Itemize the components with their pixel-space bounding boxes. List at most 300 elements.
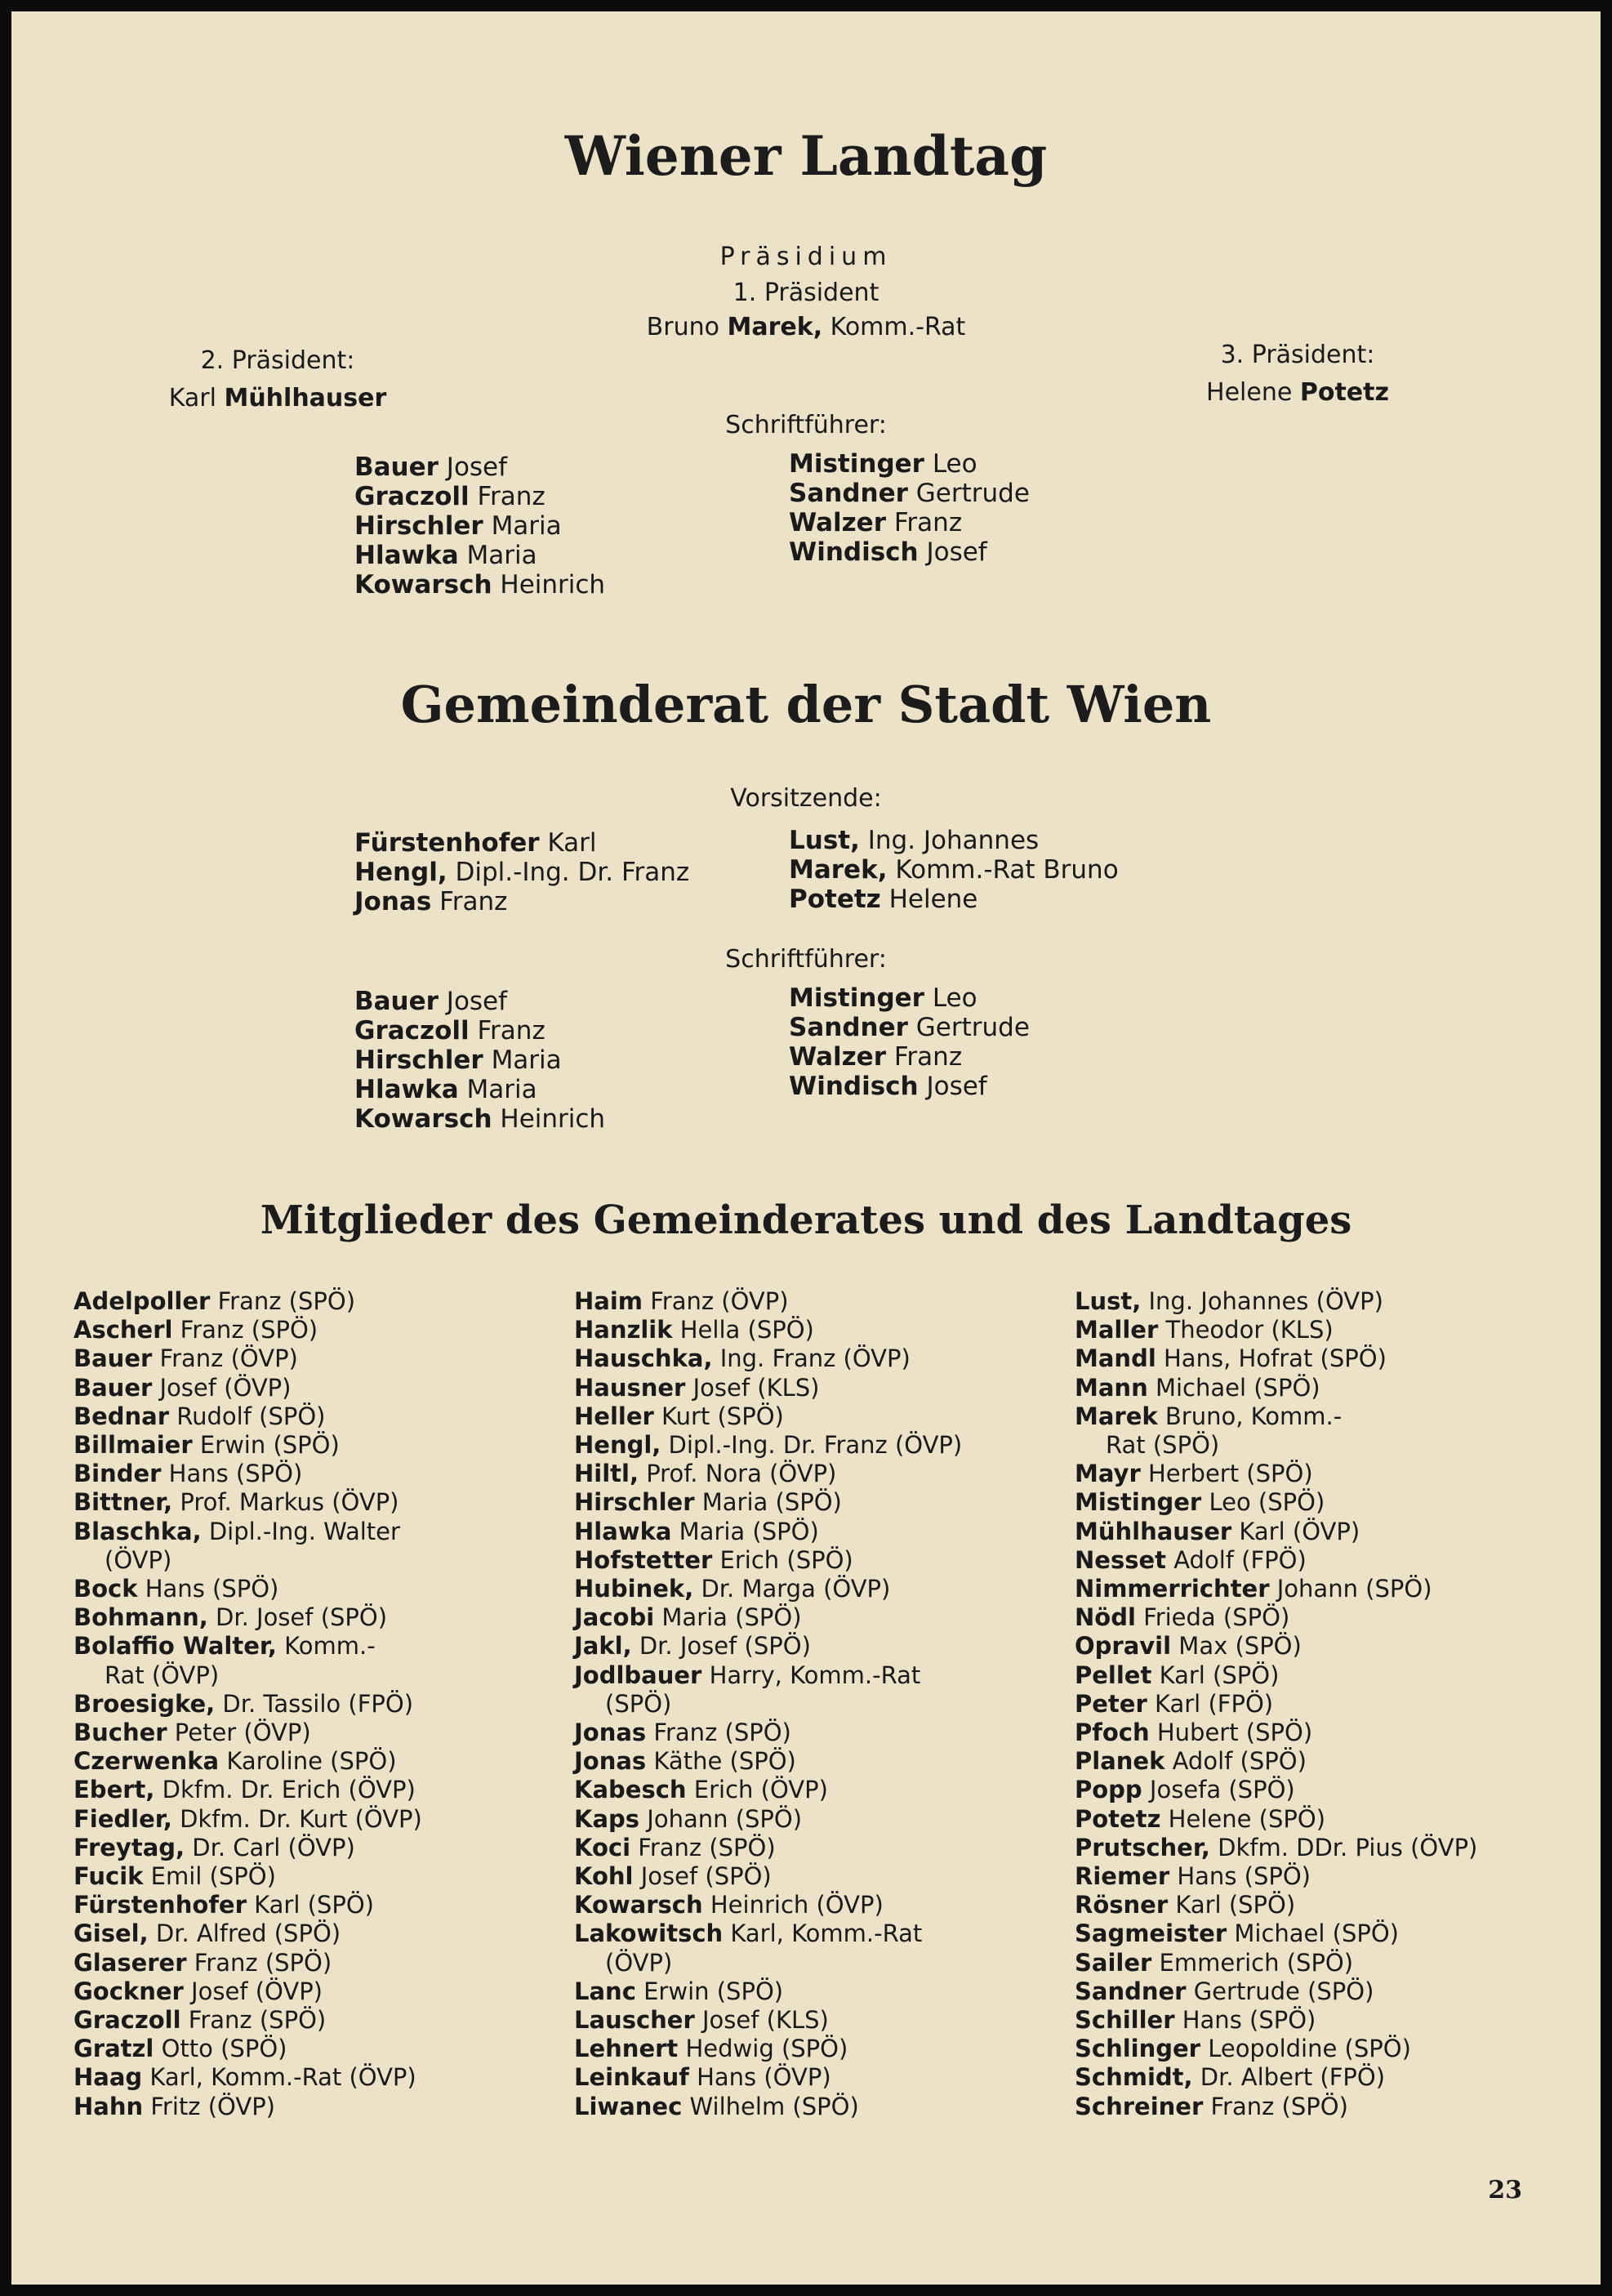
member-surname: Sandner: [1075, 1977, 1187, 2005]
member-surname: Riemer: [1075, 1862, 1170, 1891]
member-entry: [73, 2063, 422, 2092]
list-item: Mistinger Leo: [789, 983, 977, 1013]
member-entry: [73, 1719, 422, 1747]
list-item: Hengl, Dipl.-Ing. Dr. Franz: [354, 858, 690, 887]
member-surname: Maller: [1075, 1316, 1159, 1344]
member-details: Dr. Tassilo (FPÖ): [222, 1689, 414, 1718]
member-details: Hans (ÖVP): [697, 2063, 831, 2092]
member-entry: [574, 1805, 962, 1834]
member-details: Hans (SPÖ): [1177, 1862, 1311, 1891]
member-details: Franz (SPÖ): [217, 1287, 356, 1315]
member-details: Erich (ÖVP): [693, 1776, 828, 1804]
member-surname: Leinkauf: [574, 2063, 689, 2092]
member-surname: Bohmann,: [73, 1603, 208, 1632]
member-surname: Hanzlik: [574, 1316, 673, 1344]
member-surname: Ascherl: [73, 1316, 173, 1344]
member-entry: [1075, 1603, 1477, 1632]
member-details: Frieda (SPÖ): [1143, 1603, 1290, 1632]
list-item: Marek, Komm.-Rat Bruno: [789, 855, 1119, 885]
member-surname: Gisel,: [73, 1919, 149, 1948]
member-entry: [574, 1719, 962, 1747]
member-details: Prof. Markus (ÖVP): [180, 1488, 399, 1517]
member-surname: Broesigke,: [73, 1689, 216, 1718]
member-entry: [574, 1632, 962, 1661]
member-entry: [73, 1977, 422, 2006]
member-entry: [73, 1949, 422, 1977]
member-details: Prof. Nora (ÖVP): [646, 1460, 837, 1488]
member-entry: [574, 2006, 962, 2035]
member-surname: Peter: [1075, 1689, 1147, 1718]
member-details: Dr. Josef (SPÖ): [216, 1603, 388, 1632]
third-president-label: 3. Präsident:: [1220, 341, 1375, 369]
list-item: Bauer Josef: [354, 453, 508, 482]
member-details: Erwin (SPÖ): [643, 1977, 784, 2005]
member-surname: Nimmerrichter: [1075, 1575, 1270, 1603]
member-details: Ing. Johannes (ÖVP): [1148, 1287, 1383, 1315]
member-surname: Planek: [1075, 1747, 1165, 1776]
member-entry: [73, 1632, 422, 1689]
member-entry: [73, 1287, 422, 1316]
member-details: Heinrich (ÖVP): [710, 1891, 884, 1919]
member-entry: [1075, 1862, 1477, 1891]
landtag-schriftfuehrer-right: [789, 449, 1030, 567]
member-entry: [574, 1747, 962, 1776]
member-details: Hedwig (SPÖ): [685, 2035, 848, 2063]
vorsitzende-right: [789, 826, 1119, 914]
list-item: Hirschler Maria: [354, 511, 562, 541]
member-details: Josef (ÖVP): [191, 1977, 323, 2005]
member-details: Karl (FPÖ): [1154, 1689, 1274, 1718]
member-entry: [574, 1603, 962, 1632]
member-entry: [1075, 1776, 1477, 1804]
member-details: Harry, Komm.-Rat: [709, 1661, 921, 1689]
list-item: Windisch Josef: [789, 1072, 987, 1101]
member-entry: [1075, 1977, 1477, 2006]
member-surname: Haag: [73, 2063, 143, 2092]
landtag-schriftfuehrer-label: Schriftführer:: [725, 411, 887, 439]
member-surname: Jonas: [574, 1747, 647, 1776]
member-details: Erich (SPÖ): [719, 1545, 853, 1574]
member-details: Theodor (KLS): [1165, 1316, 1334, 1344]
member-details: Josef (ÖVP): [159, 1373, 292, 1402]
member-details: Dipl.-Ing. Dr. Franz (ÖVP): [668, 1431, 963, 1460]
member-entry: [1075, 2035, 1477, 2063]
page-number: 23: [1488, 2176, 1522, 2205]
member-surname: Jacobi: [574, 1603, 655, 1632]
member-surname: Schiller: [1075, 2006, 1175, 2035]
member-details: Maria (SPÖ): [679, 1517, 819, 1545]
member-surname: Prutscher,: [1075, 1833, 1210, 1861]
member-details: Josef (SPÖ): [640, 1862, 772, 1891]
praesidium-block: [602, 239, 1010, 345]
member-details: Helene (SPÖ): [1168, 1804, 1326, 1833]
member-entry: [73, 1891, 422, 1919]
member-surname: Lehnert: [574, 2035, 679, 2063]
gemeinderat-schriftfuehrer-left: [354, 987, 605, 1134]
list-item: Lust, Ing. Johannes: [789, 826, 1040, 855]
member-details: Dkfm. Dr. Erich (ÖVP): [162, 1776, 416, 1804]
member-entry: [73, 1919, 422, 1948]
member-details: Karl (SPÖ): [254, 1891, 374, 1919]
member-surname: Potetz: [1075, 1804, 1161, 1833]
member-surname: Lust,: [1075, 1287, 1142, 1315]
member-entry: [1075, 2093, 1477, 2121]
member-entry: [1075, 2006, 1477, 2035]
member-details: Leo (SPÖ): [1209, 1488, 1325, 1517]
member-entry: [1075, 1546, 1477, 1575]
member-details: Karoline (SPÖ): [226, 1747, 397, 1776]
first-president-label: 1. Präsident: [733, 279, 879, 307]
list-item: Kowarsch Heinrich: [354, 1104, 606, 1134]
member-details: Kurt (SPÖ): [661, 1402, 784, 1430]
vorsitzende-left: [354, 828, 689, 916]
member-surname: Hofstetter: [574, 1545, 713, 1574]
member-details: Herbert (SPÖ): [1147, 1460, 1313, 1488]
member-entry: [73, 1776, 422, 1804]
member-entry: [1075, 1891, 1477, 1919]
member-surname: Bolaffio Walter,: [73, 1632, 277, 1661]
member-entry: [1075, 1460, 1477, 1488]
member-details: Emil (SPÖ): [150, 1862, 276, 1891]
member-surname: Adelpoller: [73, 1287, 211, 1315]
member-entry: [574, 1287, 962, 1316]
member-details-continued: Rat (SPÖ): [1106, 1431, 1220, 1460]
member-entry: [574, 1344, 962, 1373]
member-details: Adolf (FPÖ): [1173, 1545, 1307, 1574]
mitglieder-title: Mitglieder des Gemeinderates und des Landtages: [260, 1197, 1352, 1243]
member-surname: Mayr: [1075, 1460, 1141, 1488]
member-details: Leopoldine (SPÖ): [1208, 2035, 1411, 2063]
member-entry: [574, 1977, 962, 2006]
member-surname: Hausner: [574, 1373, 686, 1402]
member-details: Otto (SPÖ): [161, 2035, 287, 2063]
member-details: Franz (SPÖ): [653, 1719, 791, 1747]
member-details: Franz (SPÖ): [194, 1948, 332, 1977]
list-item: Graczoll Franz: [354, 1016, 545, 1045]
members-column-1: [73, 1287, 422, 2121]
members-column-2: [574, 1287, 962, 2121]
member-entry: [1075, 1719, 1477, 1747]
member-entry: [574, 1460, 962, 1488]
member-details: Erwin (SPÖ): [199, 1431, 340, 1460]
member-surname: Billmaier: [73, 1431, 193, 1460]
member-surname: Nesset: [1075, 1545, 1166, 1574]
member-entry: [574, 1518, 962, 1546]
member-entry: [73, 1488, 422, 1517]
member-entry: [73, 1402, 422, 1431]
list-item: Hirschler Maria: [354, 1045, 562, 1075]
list-item: Hlawka Maria: [354, 1075, 537, 1104]
member-entry: [73, 1690, 422, 1719]
member-details-continued: (ÖVP): [105, 1545, 172, 1574]
member-details: Wilhelm (SPÖ): [689, 2092, 859, 2120]
member-surname: Schmidt,: [1075, 2063, 1193, 2092]
member-surname: Gockner: [73, 1977, 184, 2005]
member-entry: [1075, 1834, 1477, 1862]
member-surname: Kohl: [574, 1862, 634, 1891]
member-entry: [73, 1862, 422, 1891]
member-surname: Marek: [1075, 1402, 1158, 1430]
vorsitzende-label: Vorsitzende:: [730, 784, 882, 813]
member-surname: Hlawka: [574, 1517, 672, 1545]
list-item: Windisch Josef: [789, 537, 987, 567]
member-surname: Fucik: [73, 1862, 144, 1891]
member-entry: [1075, 1747, 1477, 1776]
member-details: Emmerich (SPÖ): [1159, 1948, 1354, 1977]
member-entry: [73, 2006, 422, 2035]
member-details: Peter (ÖVP): [174, 1719, 311, 1747]
member-details: Gertrude (SPÖ): [1193, 1977, 1374, 2005]
member-surname: Bittner,: [73, 1488, 173, 1517]
praesidium-heading: Präsidium: [719, 243, 893, 271]
member-entry: [73, 2035, 422, 2063]
member-surname: Hirschler: [574, 1488, 695, 1517]
member-details: Karl (ÖVP): [1239, 1517, 1360, 1545]
member-surname: Bock: [73, 1575, 138, 1603]
member-entry: [574, 1316, 962, 1344]
member-entry: [1075, 1344, 1477, 1373]
member-surname: Lauscher: [574, 2006, 695, 2035]
member-surname: Czerwenka: [73, 1747, 220, 1776]
member-details: Adolf (SPÖ): [1172, 1747, 1307, 1776]
member-surname: Opravil: [1075, 1632, 1172, 1661]
member-surname: Sailer: [1075, 1948, 1152, 1977]
member-surname: Freytag,: [73, 1833, 185, 1861]
member-details: Josef (KLS): [692, 1373, 820, 1402]
member-surname: Ebert,: [73, 1776, 155, 1804]
member-surname: Kowarsch: [574, 1891, 703, 1919]
member-surname: Blaschka,: [73, 1517, 202, 1545]
member-surname: Heller: [574, 1402, 654, 1430]
member-entry: [73, 1316, 422, 1344]
member-details: Fritz (ÖVP): [150, 2092, 275, 2120]
member-entry: [1075, 1805, 1477, 1834]
member-entry: [73, 1460, 422, 1488]
member-entry: [1075, 1919, 1477, 1948]
gemeinderat-title: Gemeinderat der Stadt Wien: [400, 675, 1212, 734]
member-details: Dr. Josef (SPÖ): [639, 1632, 811, 1661]
member-details: Michael (SPÖ): [1155, 1373, 1320, 1402]
member-surname: Kabesch: [574, 1776, 687, 1804]
member-surname: Hengl,: [574, 1431, 661, 1460]
member-details: Dr. Albert (FPÖ): [1200, 2063, 1386, 2092]
list-item: Walzer Franz: [789, 1042, 963, 1072]
member-details: Maria (SPÖ): [701, 1488, 842, 1517]
member-entry: [73, 1344, 422, 1373]
member-entry: [574, 1402, 962, 1431]
member-entry: [73, 1834, 422, 1862]
list-item: Graczoll Franz: [354, 482, 545, 511]
member-surname: Schlinger: [1075, 2035, 1200, 2063]
member-details: Dr. Carl (ÖVP): [192, 1833, 355, 1861]
member-entry: [73, 1431, 422, 1460]
member-surname: Koci: [574, 1833, 631, 1861]
member-surname: Binder: [73, 1460, 162, 1488]
list-item: Jonas Franz: [354, 887, 508, 916]
member-surname: Mandl: [1075, 1344, 1156, 1373]
member-entry: [574, 2063, 962, 2092]
member-details: Hubert (SPÖ): [1156, 1719, 1313, 1747]
member-entry: [574, 1488, 962, 1517]
member-details: Franz (SPÖ): [188, 2006, 327, 2035]
list-item: Potetz Helene: [789, 885, 978, 914]
second-president-name: Karl Mühlhauser: [168, 384, 387, 412]
member-details: Max (SPÖ): [1178, 1632, 1302, 1661]
member-surname: Hahn: [73, 2092, 144, 2120]
list-item: Sandner Gertrude: [789, 1013, 1030, 1042]
member-surname: Mühlhauser: [1075, 1517, 1232, 1545]
member-entry: [73, 1518, 422, 1575]
member-surname: Jonas: [574, 1719, 647, 1747]
member-details: Franz (ÖVP): [650, 1287, 789, 1315]
member-details: Ing. Franz (ÖVP): [719, 1344, 911, 1373]
list-item: Bauer Josef: [354, 987, 508, 1016]
member-surname: Bednar: [73, 1402, 170, 1430]
member-entry: [574, 1834, 962, 1862]
member-surname: Fiedler,: [73, 1804, 172, 1833]
first-president-name: Bruno Marek, Komm.-Rat: [646, 313, 966, 341]
member-entry: [1075, 1287, 1477, 1316]
member-details: Josefa (SPÖ): [1149, 1776, 1295, 1804]
member-details: Hella (SPÖ): [679, 1316, 814, 1344]
member-details: Maria (SPÖ): [661, 1603, 802, 1632]
member-details-continued: (ÖVP): [605, 1948, 673, 1977]
member-entry: [1075, 1690, 1477, 1719]
member-entry: [73, 2093, 422, 2121]
member-surname: Gratzl: [73, 2035, 154, 2063]
list-item: Walzer Franz: [789, 508, 963, 537]
member-details: Karl (SPÖ): [1175, 1891, 1296, 1919]
member-entry: [1075, 2063, 1477, 2092]
third-president-name: Helene Potetz: [1206, 378, 1389, 407]
member-surname: Lakowitsch: [574, 1919, 724, 1948]
member-entry: [73, 1747, 422, 1776]
member-details: Franz (SPÖ): [638, 1833, 776, 1861]
member-entry: [73, 1603, 422, 1632]
member-surname: Sagmeister: [1075, 1919, 1227, 1948]
member-details-continued: Rat (ÖVP): [105, 1661, 220, 1689]
member-entry: [574, 1919, 962, 1977]
member-details: Johann (SPÖ): [1276, 1575, 1432, 1603]
member-surname: Kaps: [574, 1804, 640, 1833]
member-surname: Schreiner: [1075, 2092, 1204, 2120]
document-page: [11, 11, 1601, 2285]
member-details: Hans, Hofrat (SPÖ): [1164, 1344, 1387, 1373]
member-details: Dkfm. DDr. Pius (ÖVP): [1218, 1833, 1478, 1861]
gemeinderat-schriftfuehrer-right: [789, 983, 1030, 1101]
member-surname: Popp: [1075, 1776, 1142, 1804]
member-surname: Glaserer: [73, 1948, 187, 1977]
member-entry: [1075, 1949, 1477, 1977]
third-president-block: [1175, 337, 1420, 412]
member-details: Hans (SPÖ): [168, 1460, 303, 1488]
member-entry: [574, 1776, 962, 1804]
member-surname: Fürstenhofer: [73, 1891, 247, 1919]
member-surname: Jodlbauer: [574, 1661, 702, 1689]
member-entry: [73, 1805, 422, 1834]
landtag-title: Wiener Landtag: [564, 124, 1048, 188]
member-surname: Haim: [574, 1287, 643, 1315]
member-surname: Hauschka,: [574, 1344, 713, 1373]
member-entry: [1075, 1575, 1477, 1603]
member-details: Dipl.-Ing. Walter: [208, 1517, 400, 1545]
member-entry: [574, 1431, 962, 1460]
member-details: Komm.-: [284, 1632, 376, 1661]
landtag-schriftfuehrer-left: [354, 453, 605, 600]
member-surname: Bauer: [73, 1373, 153, 1402]
member-details: Josef (KLS): [701, 2006, 829, 2035]
member-surname: Pellet: [1075, 1661, 1152, 1689]
member-surname: Hiltl,: [574, 1460, 639, 1488]
second-president-label: 2. Präsident:: [200, 346, 355, 375]
member-entry: [73, 1374, 422, 1402]
member-details: Karl, Komm.-Rat: [730, 1919, 923, 1948]
member-surname: Liwanec: [574, 2092, 683, 2120]
member-details: Johann (SPÖ): [647, 1804, 803, 1833]
member-entry: [73, 1575, 422, 1603]
member-details: Franz (SPÖ): [180, 1316, 318, 1344]
list-item: Hlawka Maria: [354, 541, 537, 570]
member-entry: [574, 2093, 962, 2121]
list-item: Sandner Gertrude: [789, 479, 1030, 508]
member-surname: Mann: [1075, 1373, 1148, 1402]
member-entry: [1075, 1488, 1477, 1517]
member-details: Karl, Komm.-Rat (ÖVP): [149, 2063, 416, 2092]
member-entry: [1075, 1402, 1477, 1460]
member-surname: Rösner: [1075, 1891, 1169, 1919]
member-details: Franz (SPÖ): [1210, 2092, 1348, 2120]
member-entry: [574, 1575, 962, 1603]
member-surname: Bucher: [73, 1719, 167, 1747]
member-entry: [574, 1546, 962, 1575]
member-entry: [1075, 1632, 1477, 1661]
second-president-block: [155, 342, 400, 417]
member-surname: Nödl: [1075, 1603, 1136, 1632]
member-details: Dr. Marga (ÖVP): [701, 1575, 891, 1603]
list-item: Fürstenhofer Karl: [354, 828, 597, 858]
member-surname: Mistinger: [1075, 1488, 1202, 1517]
gemeinderat-schriftfuehrer-label: Schriftführer:: [725, 945, 887, 974]
list-item: Mistinger Leo: [789, 449, 977, 479]
member-entry: [1075, 1316, 1477, 1344]
member-entry: [574, 1374, 962, 1402]
member-entry: [1075, 1374, 1477, 1402]
member-details: Rudolf (SPÖ): [176, 1402, 326, 1430]
member-surname: Lanc: [574, 1977, 636, 2005]
member-entry: [1075, 1661, 1477, 1690]
member-details: Hans (SPÖ): [145, 1575, 279, 1603]
member-details: Michael (SPÖ): [1234, 1919, 1399, 1948]
member-details: Dkfm. Dr. Kurt (ÖVP): [180, 1804, 422, 1833]
list-item: Kowarsch Heinrich: [354, 570, 606, 600]
member-entry: [574, 1661, 962, 1719]
member-entry: [574, 1891, 962, 1919]
member-details: Hans (SPÖ): [1182, 2006, 1316, 2035]
member-details: Karl (SPÖ): [1159, 1661, 1280, 1689]
member-surname: Hubinek,: [574, 1575, 694, 1603]
member-details: Franz (ÖVP): [159, 1344, 298, 1373]
member-details: Käthe (SPÖ): [653, 1747, 796, 1776]
member-surname: Pfoch: [1075, 1719, 1150, 1747]
member-details-continued: (SPÖ): [605, 1689, 672, 1718]
member-entry: [574, 2035, 962, 2063]
member-surname: Graczoll: [73, 2006, 181, 2035]
member-details: Bruno, Komm.-: [1164, 1402, 1343, 1430]
member-surname: Jakl,: [574, 1632, 632, 1661]
member-details: Dr. Alfred (SPÖ): [155, 1919, 341, 1948]
member-entry: [574, 1862, 962, 1891]
member-surname: Bauer: [73, 1344, 153, 1373]
